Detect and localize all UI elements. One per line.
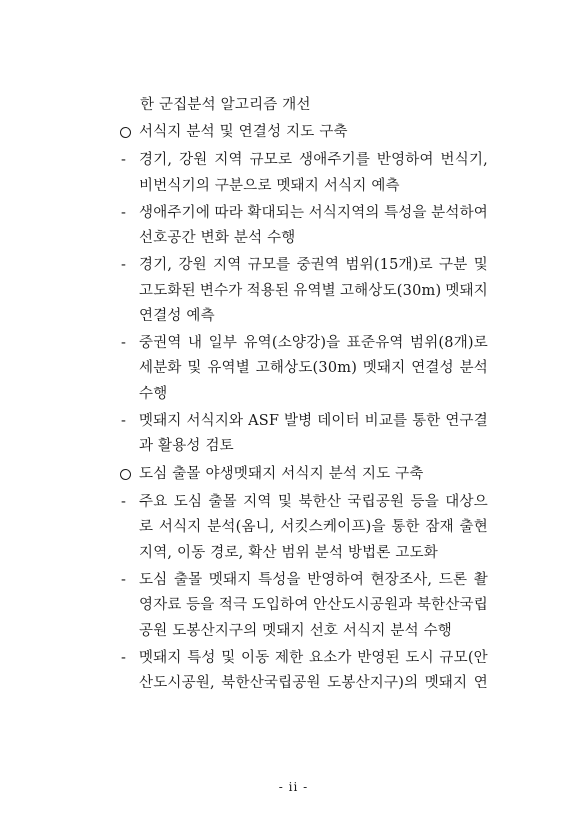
list-item-text: 지역, 이동 경로, 확산 범위 분석 방법론 고도화	[139, 545, 439, 561]
dash-bullet: -	[121, 494, 126, 510]
list-item-text: 경기, 강원 지역 규모로 생애주기를 반영하여 번식기,	[139, 152, 488, 168]
list-item-text: 고도화된 변수가 적용된 유역별 고해상도(30m) 멧돼지	[139, 283, 488, 299]
list-item-text: 멧돼지 서식지와 ASF 발병 데이터 비교를 통한 연구결	[139, 413, 488, 429]
list-item-text: 영자료 등을 적극 도입하여 안산도시공원과 북한산국립	[139, 597, 488, 613]
dash-bullet: -	[121, 152, 126, 168]
dash-bullet: -	[121, 257, 126, 273]
list-item-text: 멧돼지 특성 및 이동 제한 요소가 반영된 도시 규모(안	[139, 650, 488, 666]
list-item-text: 선호공간 변화 분석 수행	[139, 230, 296, 246]
section-heading: 서식지 분석 및 연결성 지도 구축	[139, 124, 348, 140]
list-item-text: 생애주기에 따라 확대되는 서식지역의 특성을 분석하여	[139, 205, 488, 221]
list-item-text: 도심 출몰 멧돼지 특성을 반영하여 현장조사, 드론 촬	[139, 572, 488, 588]
list-item-text: 경기, 강원 지역 규모를 중권역 범위(15개)로 구분 및	[139, 257, 488, 273]
list-item-text: 비번식기의 구분으로 멧돼지 서식지 예측	[139, 178, 400, 194]
page-number: - ii -	[278, 780, 309, 794]
list-item-text: 산도시공원, 북한산국립공원 도봉산지구)의 멧돼지 연	[139, 675, 488, 691]
circle-bullet-icon	[120, 469, 131, 480]
dash-bullet: -	[121, 413, 126, 429]
circle-bullet-icon	[120, 127, 131, 138]
dash-bullet: -	[121, 335, 126, 351]
list-item-text: 공원 도봉산지구의 멧돼지 선호 서식지 분석 수행	[139, 623, 452, 639]
section-heading: 도심 출몰 야생멧돼지 서식지 분석 지도 구축	[139, 466, 424, 482]
list-item-text: 세분화 및 유역별 고해상도(30m) 멧돼지 연결성 분석	[139, 360, 488, 376]
list-item-text: 중권역 내 일부 유역(소양강)을 표준유역 범위(8개)로	[139, 335, 488, 351]
dash-bullet: -	[121, 572, 126, 588]
list-item-text: 과 활용성 검토	[139, 438, 234, 454]
list-item-text: 수행	[139, 386, 168, 402]
continuation-text: 한 군집분석 알고리즘 개선	[140, 97, 311, 113]
dash-bullet: -	[121, 650, 126, 666]
list-item-text: 로 서식지 분석(옴니, 서킷스케이프)을 통한 잠재 출현	[139, 519, 488, 535]
list-item-text: 연결성 예측	[139, 308, 215, 324]
dash-bullet: -	[121, 205, 126, 221]
list-item-text: 주요 도심 출몰 지역 및 북한산 국립공원 등을 대상으	[139, 494, 488, 510]
